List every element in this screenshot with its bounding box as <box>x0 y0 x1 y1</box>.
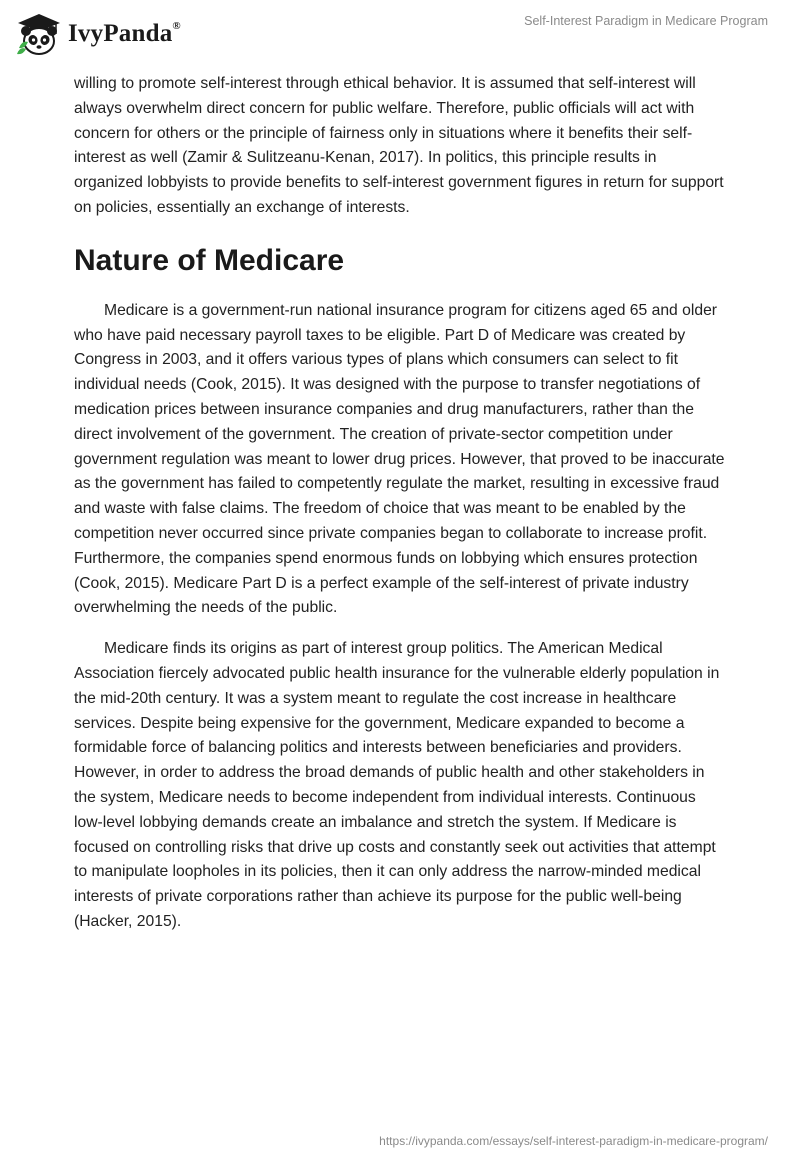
source-url[interactable]: https://ivypanda.com/essays/self-interest-paradigm-in-medicare-program/ <box>379 1134 768 1148</box>
document-title: Self-Interest Paradigm in Medicare Program <box>524 14 768 28</box>
section-heading: Nature of Medicare <box>74 243 345 277</box>
logo-name: IvyPanda <box>68 20 173 47</box>
essay-body <box>74 72 726 935</box>
site-logo[interactable] <box>16 10 181 58</box>
body-paragraph: Medicare finds its origins as part of interest group politics. The American Medical Association fiercely advocated public health insurance for the vulnerable elderly population in the mid-20th century. It was a system meant to regulate the cost increase in healthcare services. Despite being expensive for the government, Medicare expanded to become a formidable force of balancing politics and interests between beneficiaries and providers. However, in order to address the broad demands of public health and other stakeholders in the system, Medicare needs to become independent from individual interests. Continuous low-level lobbying demands create an imbalance and stretch the system. If Medicare is focused on controlling risks that drive up costs and constantly seek out activities that attempt to manipulate loopholes in its policies, then it can only address the narrow-minded medical interests of private corporations rather than achieve its purpose for the public well-being (Hacker, 2015). <box>74 640 720 930</box>
body-paragraph: Medicare is a government-run national insurance program for citizens aged 65 and older who have paid necessary payroll taxes to be eligible. Part D of Medicare was created by Congress in 2003, and it offers various types of plans which consumers can select to fit individual needs (Cook, 2015). It was designed with the purpose to transfer negotiations of medication prices between insurance companies and drug manufacturers, rather than the direct involvement of the government. The creation of private-sector competition under government regulation was meant to lower drug prices. However, that proved to be inaccurate as the government has failed to competently regulate the market, resulting in excessive fraud and waste with false claims. The freedom of choice that was meant to be enabled by the competition never occurred since private companies began to collaborate to increase profit. Furthermore, the companies spend enormous funds on lobbying which ensures protection (Cook, 2015). Medicare Part D is a perfect example of the self-interest of private industry overwhelming the needs of the public. <box>74 301 725 617</box>
panda-graduate-logo-icon <box>16 12 62 56</box>
logo-wordmark <box>68 20 181 48</box>
registered-mark: ® <box>172 19 181 32</box>
intro-paragraph: willing to promote self-interest through ethical behavior. It is assumed that self-interest will always overwhelm direct concern for public welfare. Therefore, public officials will act with concern for others or the principle of fairness only in situations where it benefits their self-interest as well (Zamir & Sulitzeanu-Kenan, 2017). In politics, this principle results in organized lobbyists to provide benefits to self-interest government figures in return for support on policies, essentially an exchange of interests. <box>74 75 724 216</box>
